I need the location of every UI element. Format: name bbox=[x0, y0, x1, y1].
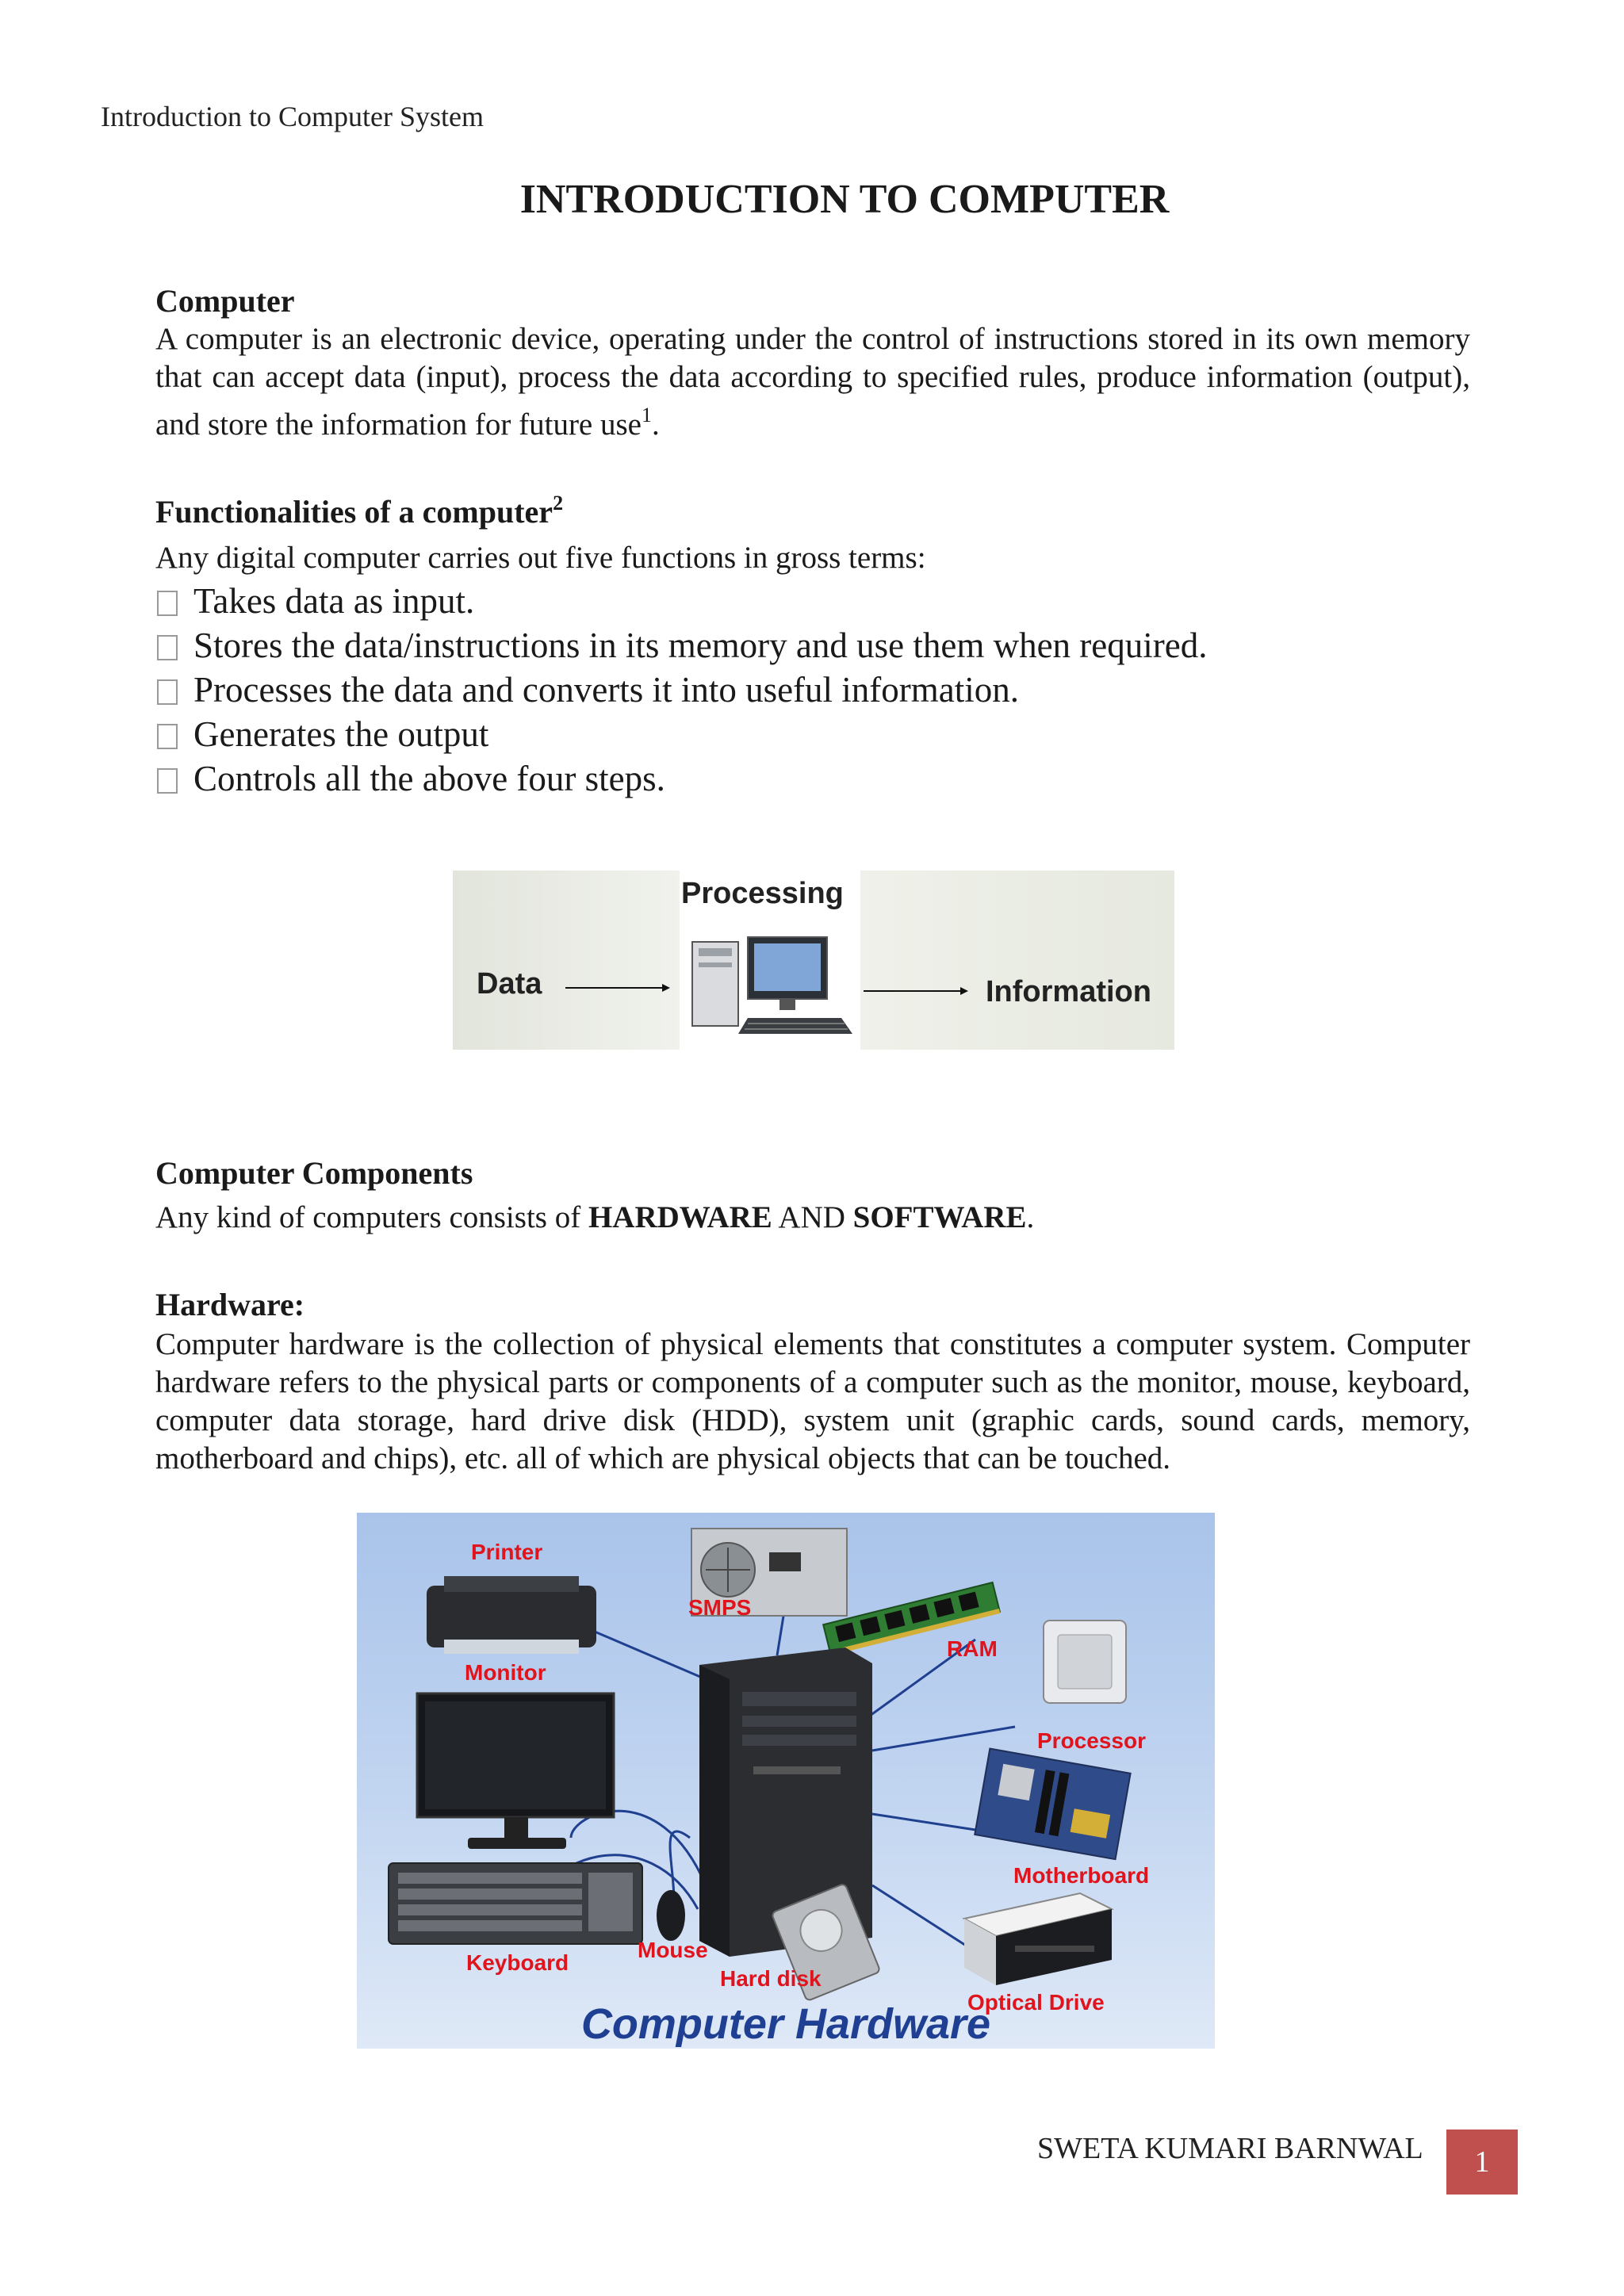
end-punct: . bbox=[1026, 1200, 1035, 1234]
bullet-box-icon bbox=[157, 679, 178, 705]
list-item bbox=[157, 579, 1207, 623]
label-processor: Processor bbox=[1037, 1728, 1146, 1753]
footer-author: SWETA KUMARI BARNWAL bbox=[1037, 2132, 1423, 2165]
motherboard-icon bbox=[975, 1749, 1130, 1860]
heading-functionalities-text: Functionalities of a computer bbox=[155, 494, 553, 530]
label-printer: Printer bbox=[471, 1540, 543, 1564]
monitor-icon bbox=[417, 1693, 614, 1849]
functionalities-intro: Any digital computer carries out five functions in gross terms: bbox=[155, 541, 926, 575]
components-text: Any kind of computers consists of bbox=[155, 1200, 588, 1234]
desktop-computer-icon bbox=[692, 937, 852, 1034]
footnote-ref-2[interactable]: 2 bbox=[553, 492, 564, 515]
label-mouse: Mouse bbox=[638, 1938, 708, 1962]
hardware-paragraph: Computer hardware is the collection of physical elements that constitutes a computer system. Computer hardware refers to the physical parts or components of a computer such as the monitor, mouse, keyboard, computer data storage, hard drive disk (HDD), system unit (graphic cards, sound cards, memory, motherboard and chips), etc. all of which are physical objects that can be touched. bbox=[155, 1327, 1470, 1475]
list-item bbox=[157, 623, 1207, 668]
end-punct: . bbox=[651, 408, 660, 442]
computer-definition-text: A computer is an electronic device, operating under the control of instructions stored in its own memory that can accept data (input), process the data according to specified rules, produce information (output), and store the information for future use bbox=[155, 322, 1470, 442]
list-item-text: Generates the output bbox=[193, 714, 489, 754]
keyboard-icon bbox=[389, 1863, 642, 1944]
optical-drive-icon bbox=[964, 1893, 1112, 1985]
heading-components: Computer Components bbox=[155, 1155, 473, 1191]
label-ram: RAM bbox=[947, 1636, 998, 1661]
software-word: SOFTWARE bbox=[852, 1200, 1027, 1234]
list-item bbox=[157, 756, 1207, 801]
heading-computer: Computer bbox=[155, 283, 295, 319]
label-optical-drive: Optical Drive bbox=[967, 1990, 1105, 2015]
label-monitor: Monitor bbox=[465, 1660, 546, 1685]
components-sentence bbox=[155, 1199, 1034, 1237]
list-item-text: Stores the data/instructions in its memory and use them when required. bbox=[193, 626, 1208, 665]
arrow-right-icon bbox=[565, 984, 670, 992]
label-motherboard: Motherboard bbox=[1013, 1863, 1150, 1888]
page-number-badge: 1 bbox=[1446, 2130, 1518, 2195]
bullet-box-icon bbox=[157, 635, 178, 660]
running-header: Introduction to Computer System bbox=[101, 101, 484, 132]
list-item-text: Takes data as input. bbox=[193, 581, 475, 621]
label-smps: SMPS bbox=[688, 1595, 752, 1620]
list-item bbox=[157, 712, 1207, 756]
and-word: AND bbox=[772, 1200, 853, 1234]
page-title: INTRODUCTION TO COMPUTER bbox=[519, 177, 1170, 222]
information-label: Information bbox=[986, 975, 1151, 1008]
data-label: Data bbox=[477, 967, 542, 1001]
bullet-box-icon bbox=[157, 724, 178, 749]
diagram-graphics bbox=[453, 871, 1174, 1050]
processor-chip-icon bbox=[1044, 1621, 1126, 1703]
heading-functionalities bbox=[155, 492, 563, 530]
processing-label: Processing bbox=[681, 877, 844, 910]
hardware-word: HARDWARE bbox=[588, 1200, 772, 1234]
computer-hardware-figure bbox=[357, 1513, 1215, 2049]
computer-definition bbox=[155, 320, 1470, 444]
mouse-icon bbox=[657, 1890, 685, 1941]
label-hard-disk: Hard disk bbox=[720, 1966, 822, 1991]
figure-caption: Computer Hardware bbox=[580, 2000, 991, 2048]
bullet-box-icon bbox=[157, 768, 178, 794]
printer-icon bbox=[427, 1576, 596, 1654]
list-item bbox=[157, 668, 1207, 712]
list-item-text: Controls all the above four steps. bbox=[193, 759, 665, 798]
bullet-box-icon bbox=[157, 591, 178, 616]
functionality-list bbox=[157, 579, 1207, 801]
arrow-right-icon bbox=[864, 987, 968, 995]
heading-hardware: Hardware: bbox=[155, 1287, 305, 1322]
list-item-text: Processes the data and converts it into useful information. bbox=[193, 670, 1019, 710]
label-keyboard: Keyboard bbox=[466, 1950, 569, 1975]
footnote-ref-1[interactable]: 1 bbox=[641, 404, 652, 427]
data-processing-diagram bbox=[453, 871, 1174, 1050]
